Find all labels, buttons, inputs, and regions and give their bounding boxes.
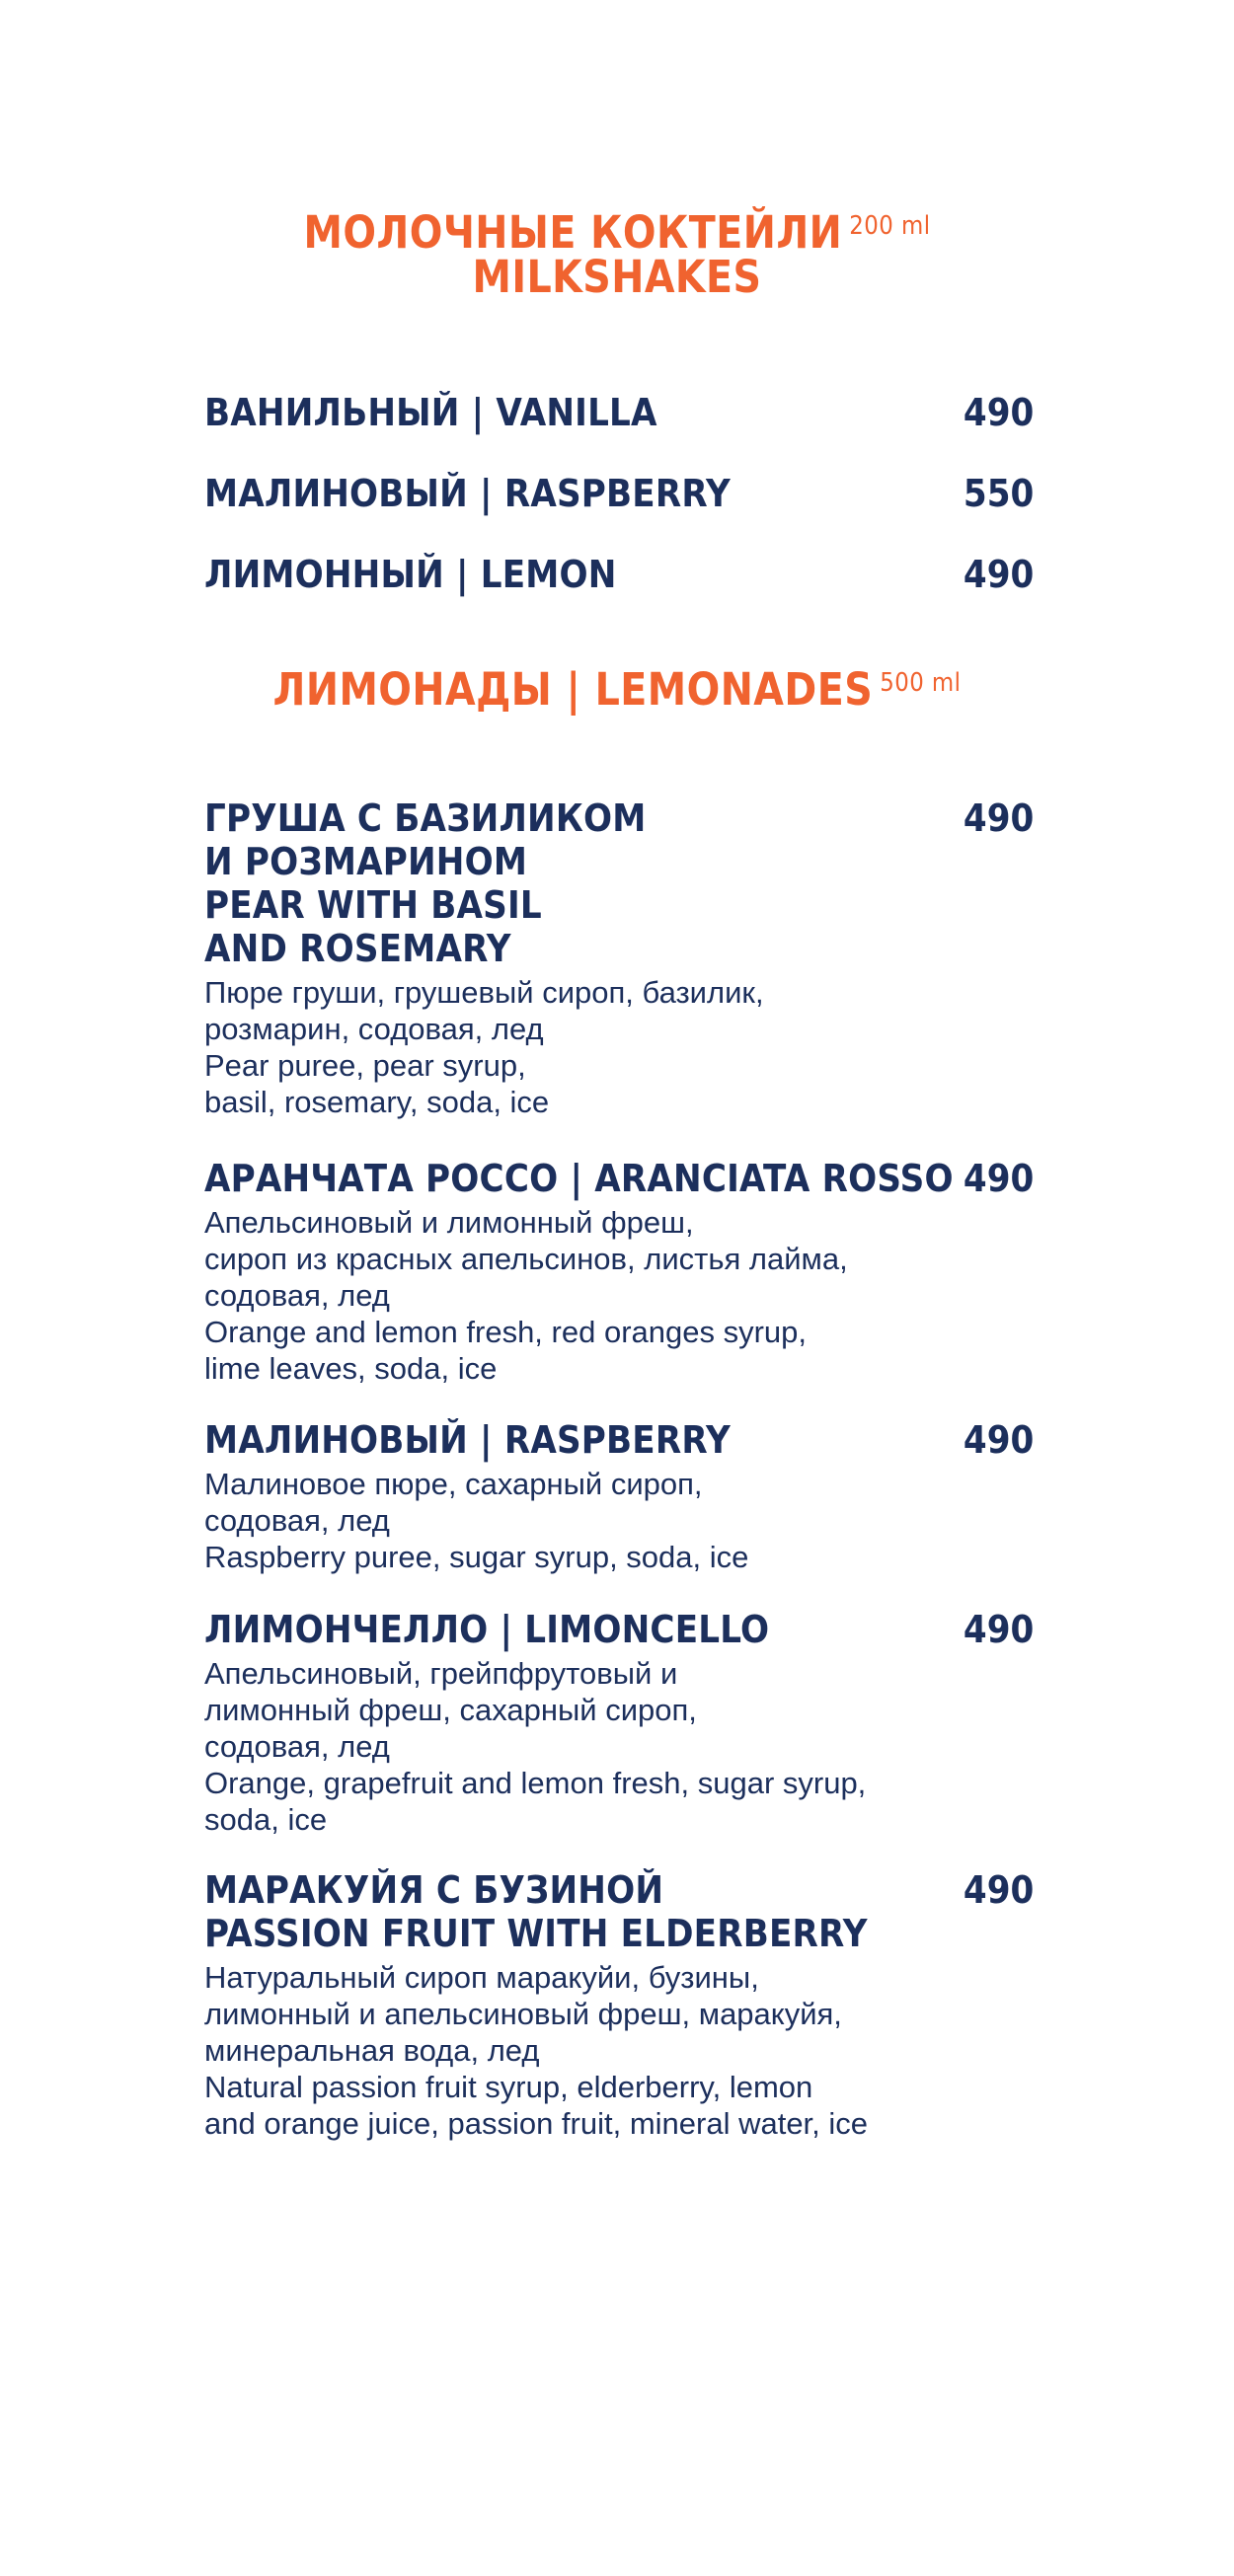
lemonades-title: ЛИМОНАДЫ | LEMONADES xyxy=(272,663,874,716)
item-price: 490 xyxy=(963,1868,1034,1912)
item-description: Апельсиновый, грейпфрутовый и лимонный фреш, сахарный сироп, содовая, лед Orange, grapefruit and lemon fresh, sugar syrup, soda, ice xyxy=(204,1656,867,1837)
item-name: МАЛИНОВЫЙ | RASPBERRY xyxy=(204,1418,731,1462)
item-description: Малиновое пюре, сахарный сироп, содовая, лед Raspberry puree, sugar syrup, soda, ice xyxy=(204,1467,749,1574)
menu-item-limoncello xyxy=(204,1608,1034,1838)
item-price: 490 xyxy=(963,1157,1034,1200)
item-price: 490 xyxy=(963,1608,1034,1651)
item-name: ВАНИЛЬНЫЙ | VANILLA xyxy=(204,391,657,434)
milkshakes-title-ru: МОЛОЧНЫЕ КОКТЕЙЛИ xyxy=(303,206,843,259)
menu-item-raspberry-milkshake xyxy=(204,472,1034,515)
menu-item-passion-fruit xyxy=(204,1868,1034,2142)
milkshakes-volume: 200 ml xyxy=(849,211,931,241)
item-price: 490 xyxy=(963,553,1034,596)
item-name: АРАНЧАТА РОССО | ARANCIATA ROSSO xyxy=(204,1157,954,1200)
item-name: ЛИМОНЧЕЛЛО | LIMONCELLO xyxy=(204,1608,770,1651)
menu-item-aranciata-rosso xyxy=(204,1157,1034,1387)
item-description: Натуральный сироп маракуйи, бузины, лимонный и апельсиновый фреш, маракуйя, минеральная вода, лед Natural passion fruit syrup, elderberry, lemon and orange juice, passion fruit, mineral water, ice xyxy=(204,1960,869,2141)
menu-item-pear-basil xyxy=(204,796,1034,1120)
item-name: МАРАКУЙЯ С БУЗИНОЙ PASSION FRUIT WITH ELDERBERRY xyxy=(204,1868,868,1955)
item-price: 490 xyxy=(963,1418,1034,1462)
item-name: МАЛИНОВЫЙ | RASPBERRY xyxy=(204,472,731,515)
item-price: 550 xyxy=(963,472,1034,515)
item-description: Апельсиновый и лимонный фреш, сироп из красных апельсинов, листья лайма, содовая, лед Orange and lemon fresh, red oranges syrup, lime leaves, soda, ice xyxy=(204,1205,848,1386)
menu-item-raspberry-lemonade xyxy=(204,1418,1034,1575)
item-name: ГРУША С БАЗИЛИКОМ И РОЗМАРИНОМ PEAR WITH BASIL AND ROSEMARY xyxy=(204,796,647,970)
item-name: ЛИМОННЫЙ | LEMON xyxy=(204,553,617,596)
item-price: 490 xyxy=(963,391,1034,434)
lemonades-heading xyxy=(74,663,1160,716)
milkshakes-heading xyxy=(74,206,1160,303)
item-description: Пюре груши, грушевый сироп, базилик, розмарин, содовая, лед Pear puree, pear syrup, basil, rosemary, soda, ice xyxy=(204,975,764,1119)
milkshakes-title-en: MILKSHAKES xyxy=(472,251,762,303)
lemonades-volume: 500 ml xyxy=(880,668,962,698)
menu-item-vanilla xyxy=(204,391,1034,434)
menu-item-lemon xyxy=(204,553,1034,596)
item-price: 490 xyxy=(963,796,1034,840)
